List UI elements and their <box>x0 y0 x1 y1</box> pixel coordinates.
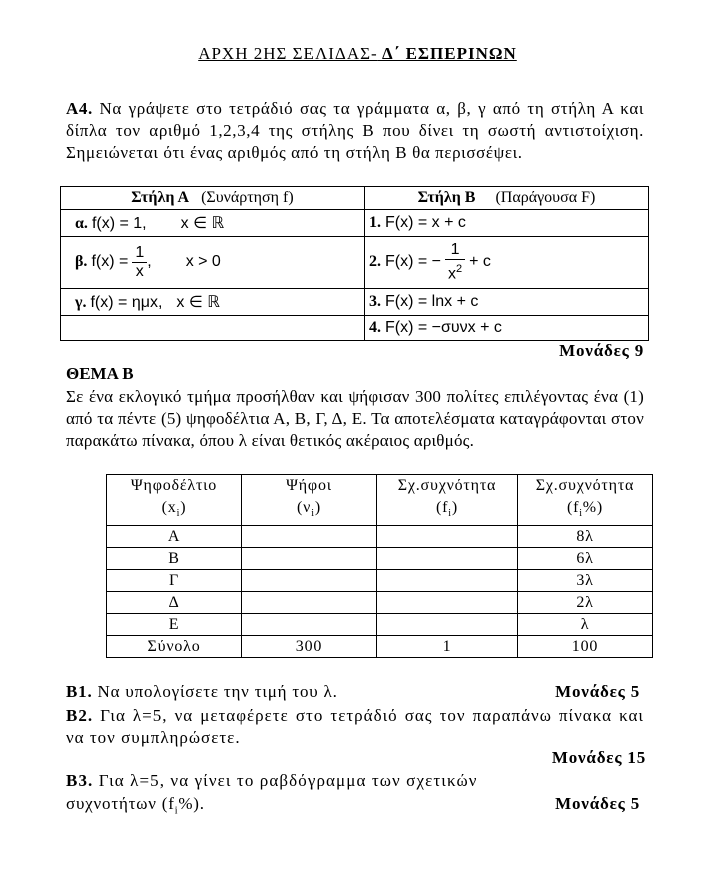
header-sub: i <box>448 508 452 520</box>
fraction-numerator: 1 <box>445 241 465 260</box>
b1-marks: Μονάδες 5 <box>555 682 640 701</box>
page-header <box>0 44 715 64</box>
cell-votes: 300 <box>242 636 377 658</box>
header-line2a: (ν <box>297 499 312 516</box>
function-domain: x ∈ ℝ <box>176 294 220 311</box>
cell-ballot: Β <box>107 548 242 570</box>
cell-rel-freq-pct: 2λ <box>518 592 653 614</box>
item-label: 4. <box>369 319 381 336</box>
b3-text2b: %). <box>178 794 205 813</box>
matching-table <box>60 186 649 341</box>
b3-question-line2 <box>66 794 205 816</box>
a4-label: Α4. <box>66 99 93 118</box>
matching-row <box>61 289 649 316</box>
col-b-header <box>365 187 649 210</box>
col-a-cell <box>61 210 365 237</box>
antiderivative-expr: F(x) = lnx + c <box>385 293 479 310</box>
cell-rel-freq-pct: 3λ <box>518 570 653 592</box>
function-domain: x > 0 <box>185 253 221 271</box>
matching-row <box>61 316 649 341</box>
b3-marks: Μονάδες 5 <box>555 794 640 813</box>
votes-header-cell <box>107 475 242 526</box>
cell-votes <box>242 614 377 636</box>
header-line1: Σχ.συχνότητα <box>535 477 635 494</box>
function-expr: f(x) = <box>91 253 129 271</box>
votes-header-row <box>107 475 653 526</box>
votes-header-cell <box>518 475 653 526</box>
cell-rel-freq-pct: λ <box>518 614 653 636</box>
cell-votes <box>242 570 377 592</box>
theme-b-title: ΘΕΜΑ Β <box>66 364 134 383</box>
cell-rel-freq <box>377 526 518 548</box>
fraction-numerator: 1 <box>132 244 147 263</box>
cell-votes <box>242 548 377 570</box>
table-row <box>107 570 653 592</box>
col-a-cell <box>61 289 365 316</box>
antiderivative-expr: F(x) = −συνx + c <box>385 319 502 336</box>
fraction-denominator: x <box>135 263 144 280</box>
header-line2a: (f <box>436 499 449 516</box>
fraction <box>132 244 147 281</box>
theme-b-intro: Σε ένα εκλογικό τμήμα προσήλθαν και ψήφισαν 300 πολίτες επιλέγοντας ένα (1) από τα πέντε (5) ψηφοδέλτια Α, Β, Γ, Δ, Ε. Τα αποτελέσματα καταγράφονται στον παρακάτω πίνακα, όπου λ είναι θετικός ακέραιος αριθμός. <box>66 387 644 450</box>
b2-question <box>66 705 644 749</box>
header-prefix: ΑΡΧΗ 2ΗΣ ΣΕΛΙΔΑΣ- <box>198 44 378 63</box>
cell-ballot: Δ <box>107 592 242 614</box>
cell-ballot: Γ <box>107 570 242 592</box>
col-b-bold: Στήλη Β <box>417 189 476 206</box>
votes-header-cell <box>377 475 518 526</box>
header-line2a: (f <box>566 499 580 516</box>
col-b-cell <box>365 289 649 316</box>
col-a-cell <box>61 237 365 289</box>
function-expr: f(x) = ημx, <box>90 294 163 311</box>
votes-header-cell <box>242 475 377 526</box>
b1-text: Να υπολογίσετε την τιμή του λ. <box>92 682 338 701</box>
cell-votes <box>242 592 377 614</box>
cell-rel-freq-pct: 6λ <box>518 548 653 570</box>
cell-rel-freq <box>377 548 518 570</box>
comma: , <box>147 253 152 271</box>
col-b-rest: (Παράγουσα F) <box>495 189 596 206</box>
b2-label: Β2. <box>66 706 94 725</box>
b3-question-line1 <box>66 771 644 791</box>
header-line2b: %) <box>582 499 604 516</box>
item-label: α. <box>75 215 88 232</box>
header-line2b: ) <box>451 499 458 516</box>
col-b-cell <box>365 210 649 237</box>
header-line2a: (x <box>161 499 177 516</box>
antiderivative-expr: F(x) = − <box>385 253 442 271</box>
header-line1: Σχ.συχνότητα <box>397 477 497 494</box>
item-label: 1. <box>369 214 381 231</box>
table-row <box>107 592 653 614</box>
table-row-total <box>107 636 653 658</box>
votes-table <box>106 474 653 658</box>
cell-votes <box>242 526 377 548</box>
cell-rel-freq <box>377 614 518 636</box>
a4-paragraph <box>66 98 644 164</box>
a4-marks: Μονάδες 9 <box>559 341 644 360</box>
header-line2b: ) <box>180 499 187 516</box>
col-a-bold: Στήλη Α <box>131 189 190 206</box>
table-row <box>107 614 653 636</box>
item-label: β. <box>75 253 88 271</box>
den-exponent: 2 <box>456 263 463 276</box>
b2-text: Για λ=5, να μεταφέρετε στο τετράδιό σας τον παραπάνω πίνακα και να τον συμπληρώσετε. <box>66 706 644 747</box>
fraction <box>445 241 465 283</box>
b2-marks: Μονάδες 15 <box>551 748 646 767</box>
cell-rel-freq: 1 <box>377 636 518 658</box>
cell-rel-freq-pct: 8λ <box>518 526 653 548</box>
b1-question <box>66 682 338 702</box>
b1-label: Β1. <box>66 682 93 701</box>
antiderivative-expr: F(x) = x + c <box>385 214 466 231</box>
function-expr: f(x) = 1, <box>91 215 147 232</box>
den-base: x <box>448 265 457 283</box>
col-a-header <box>61 187 365 210</box>
fraction-denominator <box>445 260 465 283</box>
item-label: γ. <box>75 294 87 311</box>
col-b-cell <box>365 316 649 341</box>
function-domain: x ∈ ℝ <box>180 215 225 232</box>
col-a-rest: (Συνάρτηση f) <box>201 189 294 206</box>
b3-sub: i <box>174 805 179 817</box>
header-sub: i <box>311 508 315 520</box>
antiderivative-tail: + c <box>469 253 491 271</box>
header-sub: i <box>579 508 583 520</box>
item-label: 2. <box>369 253 381 271</box>
matching-row <box>61 210 649 237</box>
col-a-cell-empty <box>61 316 365 341</box>
a4-text: Να γράψετε στο τετράδιό σας τα γράμματα α, β, γ από τη στήλη Α και δίπλα τον αριθμό 1,2,3,4 της στήλης Β που δίνει τη σωστή αντιστοίχιση. Σημειώνεται ότι ένας αριθμός από τη στήλη Β θα περισσέψει. <box>66 99 644 162</box>
b3-text: Για λ=5, να γίνει το ραβδόγραμμα των σχετικών <box>93 771 478 790</box>
cell-ballot: Σύνολο <box>107 636 242 658</box>
col-b-cell <box>365 237 649 289</box>
cell-rel-freq <box>377 592 518 614</box>
header-sub: i <box>176 508 181 520</box>
table-row <box>107 548 653 570</box>
table-row <box>107 526 653 548</box>
header-line1: Ψηφοδέλτιο <box>130 477 218 494</box>
b3-text2a: συχνοτήτων (f <box>66 794 175 813</box>
header-bold: Δ΄ ΕΣΠΕΡΙΝΩΝ <box>377 44 517 63</box>
header-line2b: ) <box>314 499 321 516</box>
header-line1: Ψήφοι <box>286 477 332 494</box>
b3-label: Β3. <box>66 771 94 790</box>
cell-ballot: Ε <box>107 614 242 636</box>
cell-rel-freq <box>377 570 518 592</box>
matching-header-row <box>61 187 649 210</box>
item-label: 3. <box>369 293 381 310</box>
matching-row <box>61 237 649 289</box>
cell-rel-freq-pct: 100 <box>518 636 653 658</box>
cell-ballot: Α <box>107 526 242 548</box>
